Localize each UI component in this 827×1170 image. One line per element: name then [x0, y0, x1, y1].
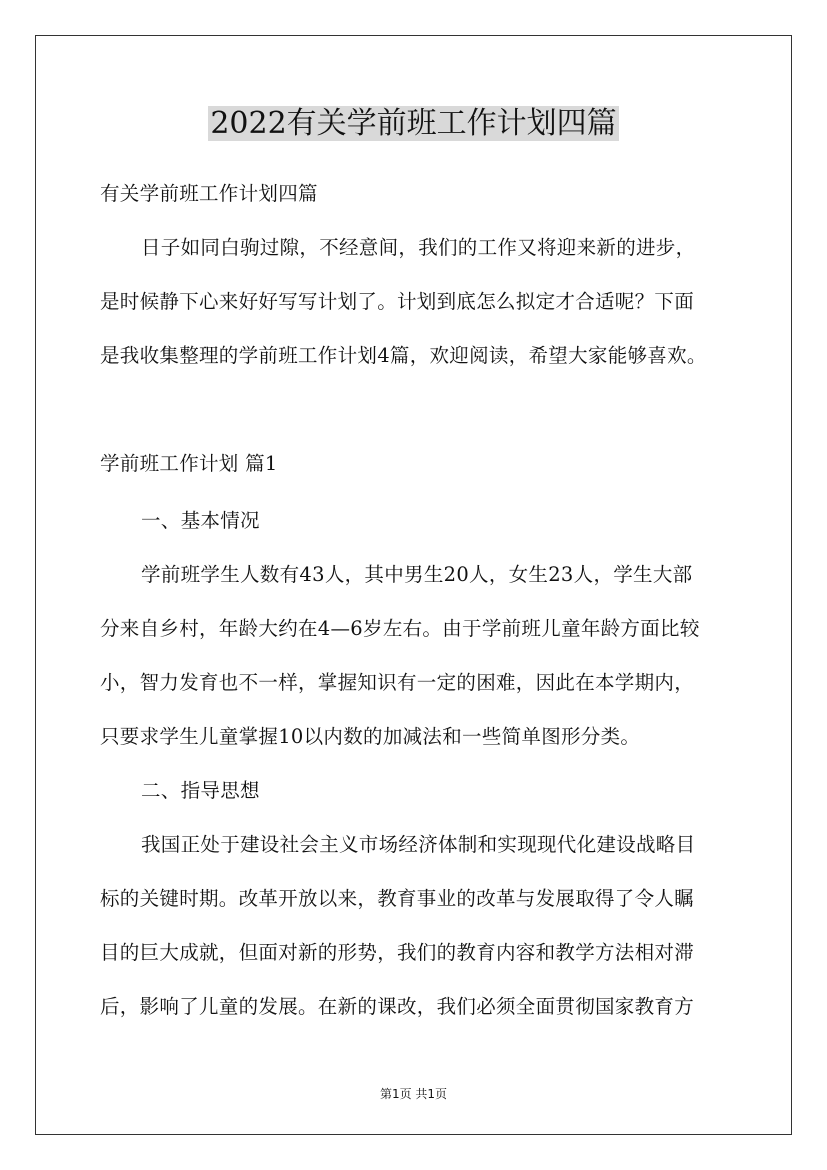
text-line: 学前班学生人数有43人，其中男生20人，女生23人，学生大部: [141, 563, 693, 586]
text-line: 小，智力发育也不一样，掌握知识有一定的困难，因此在本学期内，: [100, 671, 695, 694]
document-title-wrap: [0, 104, 827, 144]
text-line: 是我收集整理的学前班工作计划4篇，欢迎阅读，希望大家能够喜欢。: [100, 344, 707, 367]
text-line: 标的关键时期。改革开放以来，教育事业的改革与发展取得了令人瞩: [100, 887, 695, 910]
subtitle-line: 有关学前班工作计划四篇: [100, 182, 318, 205]
document-title: 2022有关学前班工作计划四篇: [210, 106, 617, 141]
text-line: 后，影响了儿童的发展。在新的课改，我们必须全面贯彻国家教育方: [100, 995, 695, 1018]
text-line: 只要求学生儿童掌握10以内数的加减法和一些简单图形分类。: [100, 725, 641, 748]
text-line: 分来自乡村，年龄大约在4—6岁左右。由于学前班儿童年龄方面比较: [100, 617, 700, 640]
subsection-heading: 二、指导思想: [141, 779, 260, 802]
section-heading: 学前班工作计划 篇1: [100, 452, 278, 475]
subsection-heading: 一、基本情况: [141, 509, 260, 532]
text-line: 我国正处于建设社会主义市场经济体制和实现现代化建设战略目: [141, 833, 696, 856]
text-line: 是时候静下心来好好写写计划了。计划到底怎么拟定才合适呢？下面: [100, 290, 695, 313]
text-line: 目的巨大成就，但面对新的形势，我们的教育内容和教学方法相对滞: [100, 941, 695, 964]
page-footer: 第1页 共1页: [379, 1087, 448, 1101]
text-line: 日子如同白驹过隙，不经意间，我们的工作又将迎来新的进步，: [141, 236, 696, 259]
